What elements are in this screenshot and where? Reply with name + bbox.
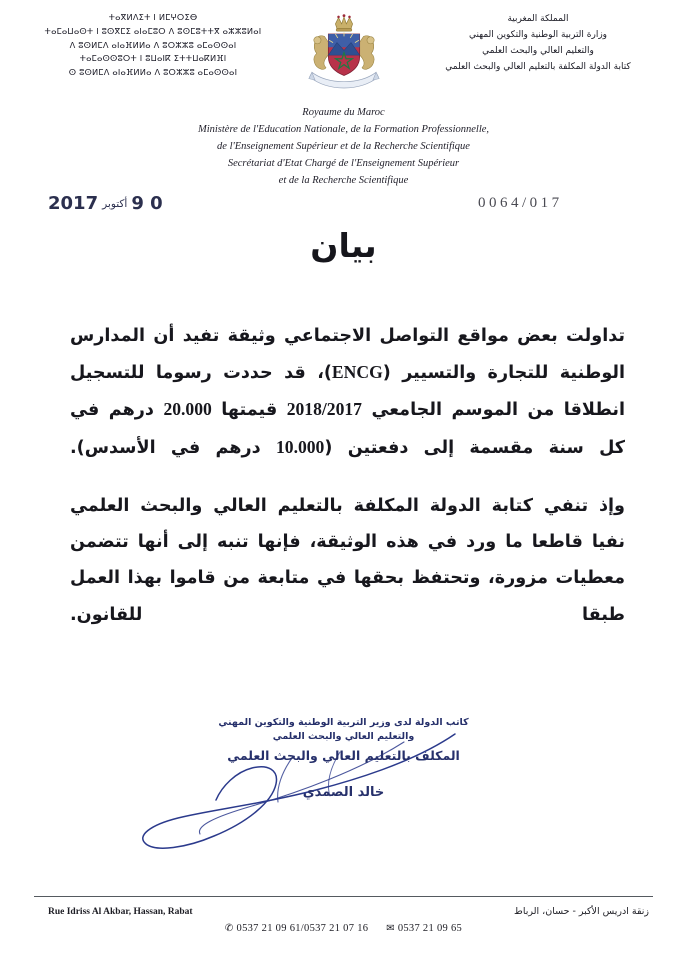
para1-part-d: درهم في كل سنة مقسمة إلى دفعتين ( [70, 400, 626, 458]
arabic-header-line-3: والتعليم العالي والبحث العلمي [482, 46, 594, 57]
footer-address-french: Rue Idriss Al Akbar, Hassan, Rabat [48, 907, 193, 917]
amount-yearly: 20.000 [163, 399, 212, 420]
footer-phone-number: 0537 21 09 61/0537 21 07 16 [236, 923, 369, 934]
date-stamp-year: 2017 [48, 193, 99, 214]
body-paragraph-1 [70, 318, 625, 466]
french-line-1: Royaume du Maroc [302, 107, 385, 118]
tifinagh-line-2: ⵜⴰⵎⴰⵡⴰⵙⵜ ⵏ ⵓⵙⴳⵎⵉ ⴰⵏⴰⵎⵓⵔ ⴷ ⵓⵙⵎⵓⵜⵜⴳ ⴰⵣⵣⵓⵍⴰⵏ [44, 26, 262, 37]
tifinagh-line-5: ⵙ ⵓⵙⵍⵎⴷ ⴰⵏⴰⴼⵍⵍⴰ ⴷ ⵓⵔⵣⵣⵓ ⴰⵎⴰⵙⵙⴰⵏ [68, 68, 238, 79]
arabic-header-block [403, 11, 673, 75]
french-line-4: Secrétariat d'Etat Chargé de l'Enseignement Supérieur [227, 158, 460, 169]
signature-title-line-3: المكلف بالتعليم العالي والبحث العلمي [227, 747, 460, 763]
arabic-header-line-2: وزارة التربية الوطنية والتكوين المهني [468, 30, 608, 41]
footer-address-arabic: زنقة ادريس الأكبر - حسان، الرباط [514, 906, 649, 917]
french-line-2: Ministère de l'Education Nationale, de la Formation Professionnelle, [197, 124, 490, 135]
telephone-icon: ✆ [224, 923, 234, 934]
para1-part-c: قيمتها [211, 400, 287, 421]
encg-abbreviation: ENCG [331, 362, 383, 383]
body-paragraph-2: وإذ تنفي كتابة الدولة المكلفة بالتعليم العالي والبحث العلمي نفيا قاطعا ما ورد في هذه الوثيقة، فإنها تنبه إلى أنها تتضمن معطيات مزورة، وتحتفظ بحقها في متابعة من قاموا بهذا العمل طبقا للقانون. [70, 495, 625, 625]
date-stamp [48, 193, 163, 214]
signature-title-line-2: والتعليم العالي والبحث العلمي [272, 731, 415, 743]
arabic-header-line-4: كتابة الدولة المكلفة بالتعليم العالي والبحث العلمي [445, 62, 631, 73]
signatory-name: خالد الصمدي [302, 784, 385, 800]
footer-divider [34, 896, 653, 897]
amount-per-installment: 10.000 [275, 436, 325, 457]
date-stamp-day: 0 9 [131, 193, 163, 214]
french-header-block [0, 104, 687, 189]
letterhead [0, 0, 687, 100]
tifinagh-line-4: ⵜⴰⵎⴰⵙⵙⵓⵔⵜ ⵏ ⵓⵡⴰⵏⴽ ⵉⵜⵜⵡⴰⴽⵍⴼⵏ [79, 54, 227, 65]
date-stamp-month: أكتوبر [102, 198, 128, 210]
stamp-row [0, 193, 687, 227]
tifinagh-line-1: ⵜⴰⴳⵍⴷⵉⵜ ⵏ ⵍⵎⵖⵔⵉⴱ [108, 13, 198, 23]
footer-fax-number: 0537 21 09 65 [397, 923, 463, 934]
para1-part-b: )، قد حددت رسوما للتسجيل انطلاقا من الموسم الجامعي [70, 363, 625, 421]
fax-icon: ✉ [386, 923, 395, 934]
footer-contact-line [34, 923, 653, 934]
para1-part-a: تداولت بعض مواقع التواصل الاجتماعي وثيقة تفيد أن المدارس الوطنية للتجارة والتسيير ( [70, 326, 625, 384]
para1-part-e: درهم في الأسدس). [70, 437, 276, 458]
tifinagh-header-block [18, 12, 288, 81]
tifinagh-line-3: ⴷ ⵓⵙⵍⵎⴷ ⴰⵏⴰⴼⵍⵍⴰ ⴷ ⵓⵔⵣⵣⵓ ⴰⵎⴰⵙⵙⴰⵏ [69, 40, 237, 51]
french-line-3: de l'Enseignement Supérieur et de la Recherche Scientifique [217, 141, 470, 152]
french-line-5: et de la Recherche Scientifique [278, 175, 409, 186]
arabic-header-line-1: المملكة المغربية [507, 14, 569, 24]
page-footer [34, 896, 653, 944]
signature-text [0, 716, 687, 800]
signature-block [0, 716, 687, 876]
document-body [70, 318, 625, 633]
page-title: بيان [310, 226, 377, 265]
moroccan-coat-of-arms-icon [301, 8, 387, 96]
signature-title-line-1: كاتب الدولة لدى وزير التربية الوطنية والتكوين المهني [218, 717, 469, 728]
footer-content [34, 904, 653, 944]
academic-season: 2018/2017 [286, 399, 362, 420]
reference-number-stamp: 0064/017 [478, 195, 563, 211]
